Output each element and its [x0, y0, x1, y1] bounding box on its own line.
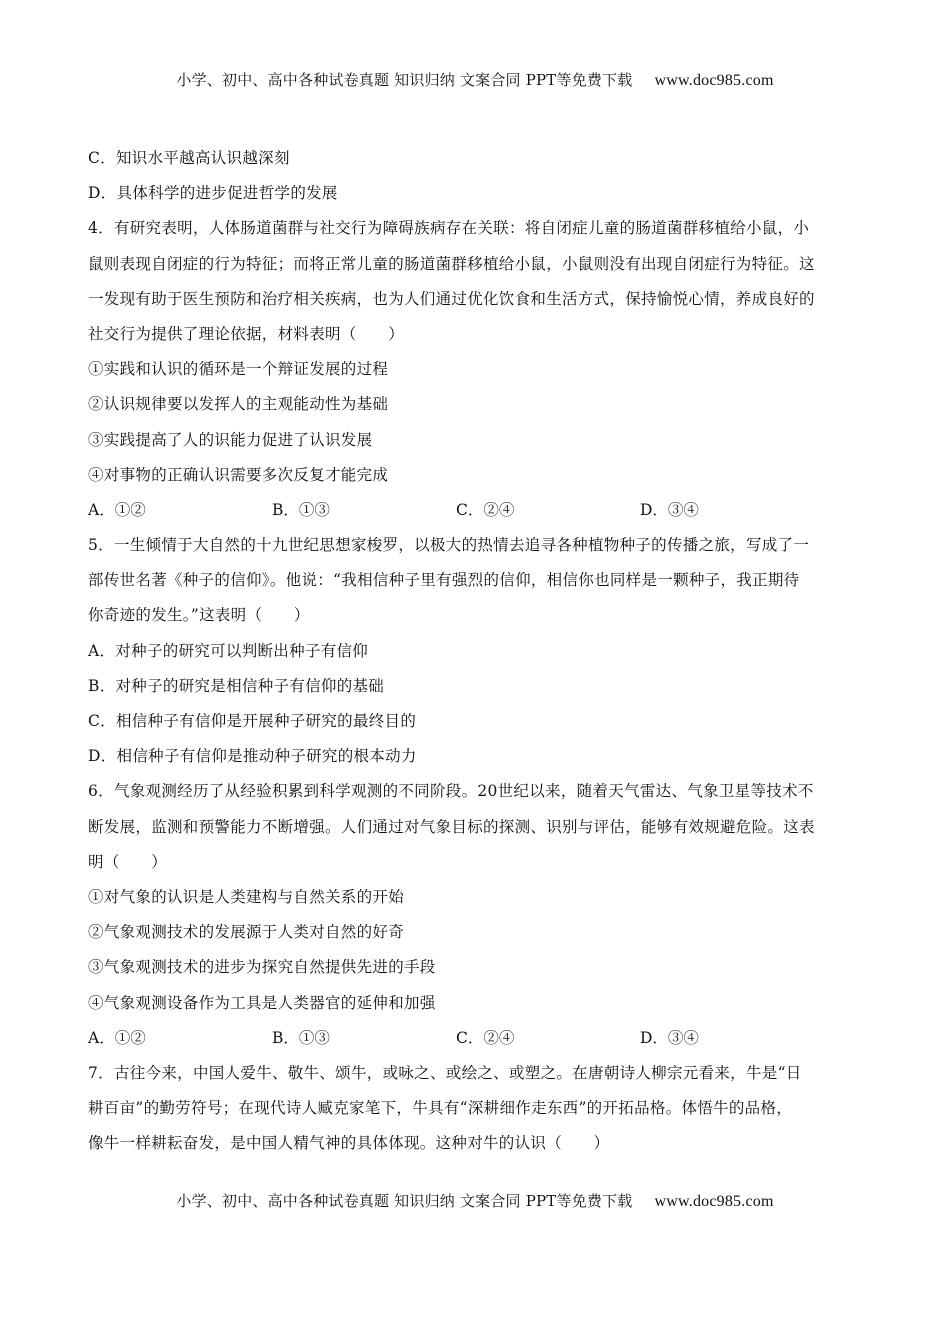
q4-stem-line: 4．有研究表明，人体肠道菌群与社交行为障碍族病存在关联：将自闭症儿童的肠道菌群移植给小鼠，小 — [88, 219, 810, 238]
q4-item: ④对事物的正确认识需要多次反复才能完成 — [88, 465, 389, 484]
q7-stem-line: 耕百亩”的勤劳符号；在现代诗人臧克家笔下，牛具有“深耕细作走东西”的开拓品格。体悟牛的品格， — [88, 1099, 793, 1118]
footer-url: www.doc985.com — [654, 1193, 774, 1210]
q5-option-d: D．相信种子有信仰是推动种子研究的根本动力 — [88, 747, 417, 766]
q6-option-c: C．②④ — [456, 1028, 515, 1047]
q5-stem-line: 你奇迹的发生。”这表明（ ） — [88, 606, 310, 625]
header-url: www.doc985.com — [654, 72, 774, 89]
q6-options — [88, 1021, 862, 1056]
q4-stem-line: 鼠则表现自闭症的行为特征；而将正常儿童的肠道菌群移植给小鼠，小鼠则没有出现自闭症行为特征。这 — [88, 254, 815, 273]
q5-option-b: B．对种子的研究是相信种子有信仰的基础 — [88, 676, 385, 695]
q3-option-c: C．知识水平越高认识越深刻 — [88, 149, 290, 167]
page-header — [0, 69, 950, 90]
q4-option-b: B．①③ — [272, 500, 330, 519]
page-footer — [0, 1190, 950, 1211]
q6-stem-line: 6．气象观测经历了从经验积累到科学观测的不同阶段。20世纪以来，随着天气雷达、气象卫星等技术不 — [88, 782, 814, 801]
q4-item: ③实践提高了人的识能力促进了认识发展 — [88, 430, 373, 449]
q6-item: ③气象观测技术的进步为探究自然提供先进的手段 — [88, 958, 436, 977]
q3-option-d: D．具体科学的进步促进哲学的发展 — [88, 184, 338, 203]
q6-option-d: D．③④ — [640, 1028, 699, 1047]
q4-option-d: D．③④ — [640, 500, 699, 519]
q4-item: ②认识规律要以发挥人的主观能动性为基础 — [88, 395, 389, 414]
q4-option-c: C．②④ — [456, 500, 515, 519]
footer-text: 小学、初中、高中各种试卷真题 知识归纳 文案合同 PPT等免费下载 — [176, 1192, 633, 1210]
q5-option-a: A．对种子的研究可以判断出种子有信仰 — [88, 641, 369, 660]
q4-item: ①实践和认识的循环是一个辩证发展的过程 — [88, 360, 389, 379]
q6-item: ①对气象的认识是人类建构与自然关系的开始 — [88, 887, 405, 906]
header-text: 小学、初中、高中各种试卷真题 知识归纳 文案合同 PPT等免费下载 — [176, 71, 633, 89]
q6-item: ④气象观测设备作为工具是人类器官的延伸和加强 — [88, 993, 436, 1012]
q6-option-a: A．①② — [88, 1028, 146, 1047]
q5-option-c: C．相信种子有信仰是开展种子研究的最终目的 — [88, 712, 417, 730]
q6-stem-line: 断发展，监测和预警能力不断增强。人们通过对气象目标的探测、识别与评估，能够有效规避危险。这表 — [88, 817, 815, 836]
q5-stem-line: 5．一生倾情于大自然的十九世纪思想家梭罗，以极大的热情去追寻各种植物种子的传播之旅，写成了一 — [88, 536, 810, 555]
exam-content — [88, 141, 862, 1161]
q4-option-a: A．①② — [88, 500, 146, 519]
q7-stem-line: 像牛一样耕耘奋发，是中国人精气神的具体体现。这种对牛的认识（ ） — [88, 1134, 610, 1153]
q6-item: ②气象观测技术的发展源于人类对自然的好奇 — [88, 923, 405, 942]
q6-option-b: B．①③ — [272, 1028, 330, 1047]
q4-stem-line: 一发现有助于医生预防和治疗相关疾病，也为人们通过优化饮食和生活方式，保持愉悦心情，养成良好的 — [88, 289, 815, 308]
q4-stem-line: 社交行为提供了理论依据，材料表明（ ） — [88, 324, 405, 343]
q7-stem-line: 7．古往今来，中国人爱牛、敬牛、颂牛，或咏之、或绘之、或塑之。在唐朝诗人柳宗元看来，牛是“日 — [88, 1063, 802, 1082]
q4-options — [88, 493, 862, 528]
q5-stem-line: 部传世名著《种子的信仰》。他说：“我相信种子里有强烈的信仰，相信你也同样是一颗种子，我正期待 — [88, 571, 800, 590]
q6-stem-line: 明（ ） — [88, 852, 168, 871]
